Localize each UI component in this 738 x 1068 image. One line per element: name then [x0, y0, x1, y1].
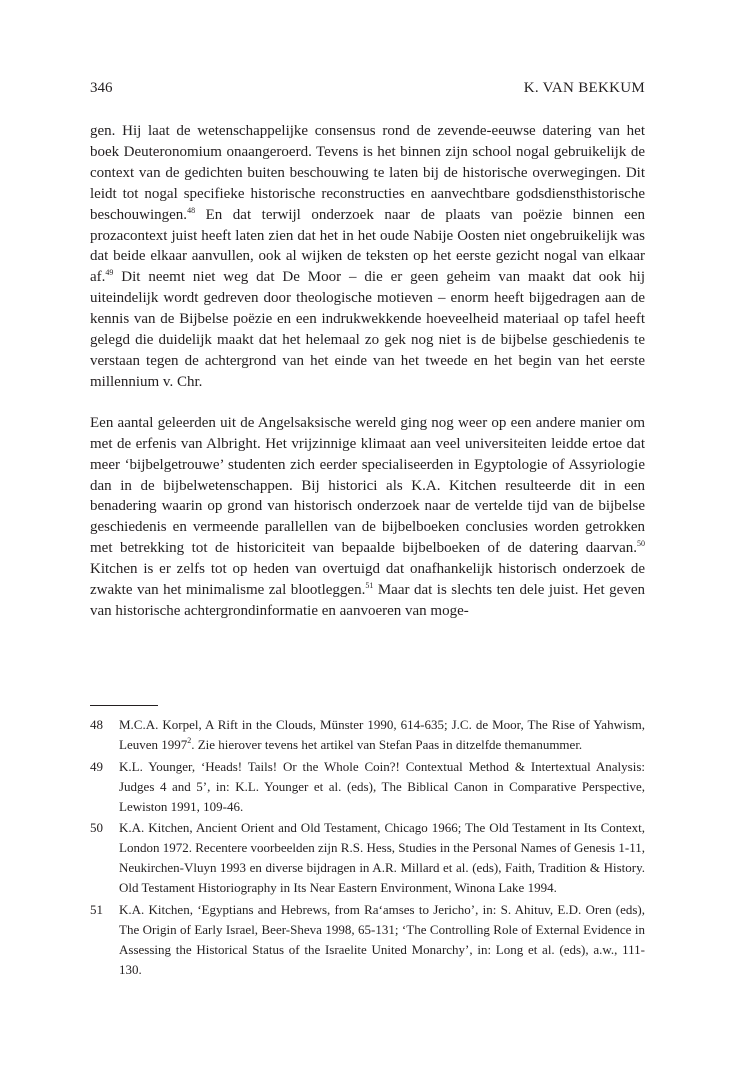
footnote-text: M.C.A. Korpel, A Rift in the Clouds, Münster 1990, 614-635; J.C. de Moor, The Rise of Yahwism, Leuven 1997 [119, 717, 645, 752]
paragraph-2 [90, 413, 645, 622]
footnote-text: K.A. Kitchen, Ancient Orient and Old Testament, Chicago 1966; The Old Testament in Its Context, London 1972. Recentere voorbeelden zijn R.S. Hess, Studies in the Personal Names of Genesis 1-11, Neukirchen-Vluyn 1993 en diverse bijdragen in A.R. Millard et al. (eds), Faith, Tradition & History. Old Testament Historiography in Its Near Eastern Environment, Winona Lake 1994. [119, 820, 645, 895]
footnote-48 [90, 715, 645, 755]
footnote-50 [90, 818, 645, 898]
page-number: 346 [90, 80, 113, 96]
paragraph-1-text-a: gen. Hij laat de wetenschappelijke consensus rond de zevende-eeuwse datering van het boek Deuteronomium onaangeroerd. Tevens is het binnen zijn school nogal gebruikelijk de context van de gedichten buiten beschouwing te laten bij de historische overwegingen. Dit leidt tot nogal specifieke historische reconstructies en aanvechtbare godsdiensthistorische beschouwingen. [90, 123, 645, 223]
footnote-51 [90, 900, 645, 980]
footnote-number: 48 [90, 717, 103, 732]
footnote-text: . Zie hierover tevens het artikel van Stefan Paas in ditzelfde themanummer. [191, 737, 583, 752]
footnote-ref-50: 50 [637, 539, 645, 549]
paragraph-2-text-a: Een aantal geleerden uit de Angelsaksische wereld ging nog weer op een andere manier om met de erfenis van Albright. Het vrijzinnige klimaat aan veel universiteiten leidde ertoe dat meer ‘bijbelgetrouwe’ studenten zich eerder specialiseerden in Egyptologie of Assyriologie dan in de bijbelwetenschappen. Bij historici als K.A. Kitchen resulteerde dit in een benadering waarin op grond van historisch onderzoek naar de vertelde tijd van de bijbelse geschiedenis en vermeende parallellen van de bijbelboeken conclusies worden getrokken met betrekking tot de historiciteit van bepaalde bijbelboeken of de datering daarvan. [90, 414, 645, 557]
footnote-separator [90, 705, 158, 706]
footnotes [90, 715, 645, 981]
footnote-text: K.A. Kitchen, ‘Egyptians and Hebrews, from Raʻamses to Jericho’, in: S. Ahituv, E.D. Oren (eds), The Origin of Early Israel, Beer-Sheva 1998, 65-131; ‘The Controlling Role of External Evidence in Assessing the Historical Status of the Israelite United Monarchy’, in: Long et al. (eds), a.w., 111-130. [119, 901, 645, 977]
body-text [90, 121, 645, 622]
paragraph-1 [90, 121, 645, 393]
footnote-49 [90, 757, 645, 817]
footnote-ref-48: 48 [187, 205, 196, 215]
footnote-number: 51 [90, 901, 103, 917]
paragraph-1-text-b: En dat terwijl onderzoek naar de plaats van poëzie binnen een prozacontext juist heeft laten zien dat het in het oude Nabije Oosten niet ongebruikelijk was dat beide elkaar aanvullen, ook al wijken de teksten op het eerste gezicht nogal van elkaar af. [90, 206, 645, 286]
footnote-number: 50 [90, 820, 103, 835]
edition-superscript: 2 [187, 736, 192, 745]
footnote-ref-49: 49 [105, 268, 114, 278]
paragraph-2-text-c: Maar dat is slechts ten dele juist. Het geven van historische achtergrondinformatie en aanvoeren van moge- [90, 582, 645, 619]
footnote-number: 49 [90, 758, 103, 774]
page-header [90, 80, 645, 100]
footnote-ref-51: 51 [365, 581, 374, 591]
paragraph-1-text-c: Dit neemt niet weg dat De Moor – die er geen geheim van maakt dat ook hij uiteindelijk wordt gedreven door theologische motieven – enorm heeft bijgedragen aan de kennis van de Bijbelse poëzie en een indrukwekkende hoeveelheid materiaal op tafel heeft gelegd die duidelijk maakt dat het helemaal zo gek nog niet is de bijbelse geschiedenis te verstaan tegen de achtergrond van het einde van het tweede en het begin van het eerste millennium v. Chr. [90, 269, 645, 390]
paragraph-2-text-b: Kitchen is er zelfs tot op heden van overtuigd dat onafhankelijk historisch onderzoek de zwakte van het minimalisme zal blootleggen. [90, 561, 645, 599]
running-head: K. VAN BEKKUM [523, 80, 645, 96]
footnote-text: K.L. Younger, ‘Heads! Tails! Or the Whole Coin?! Contextual Method & Intertextual Analysis: Judges 4 and 5’, in: K.L. Younger et al. (eds), The Biblical Canon in Comparative Perspective, Lewiston 1991, 109-46. [119, 758, 645, 814]
